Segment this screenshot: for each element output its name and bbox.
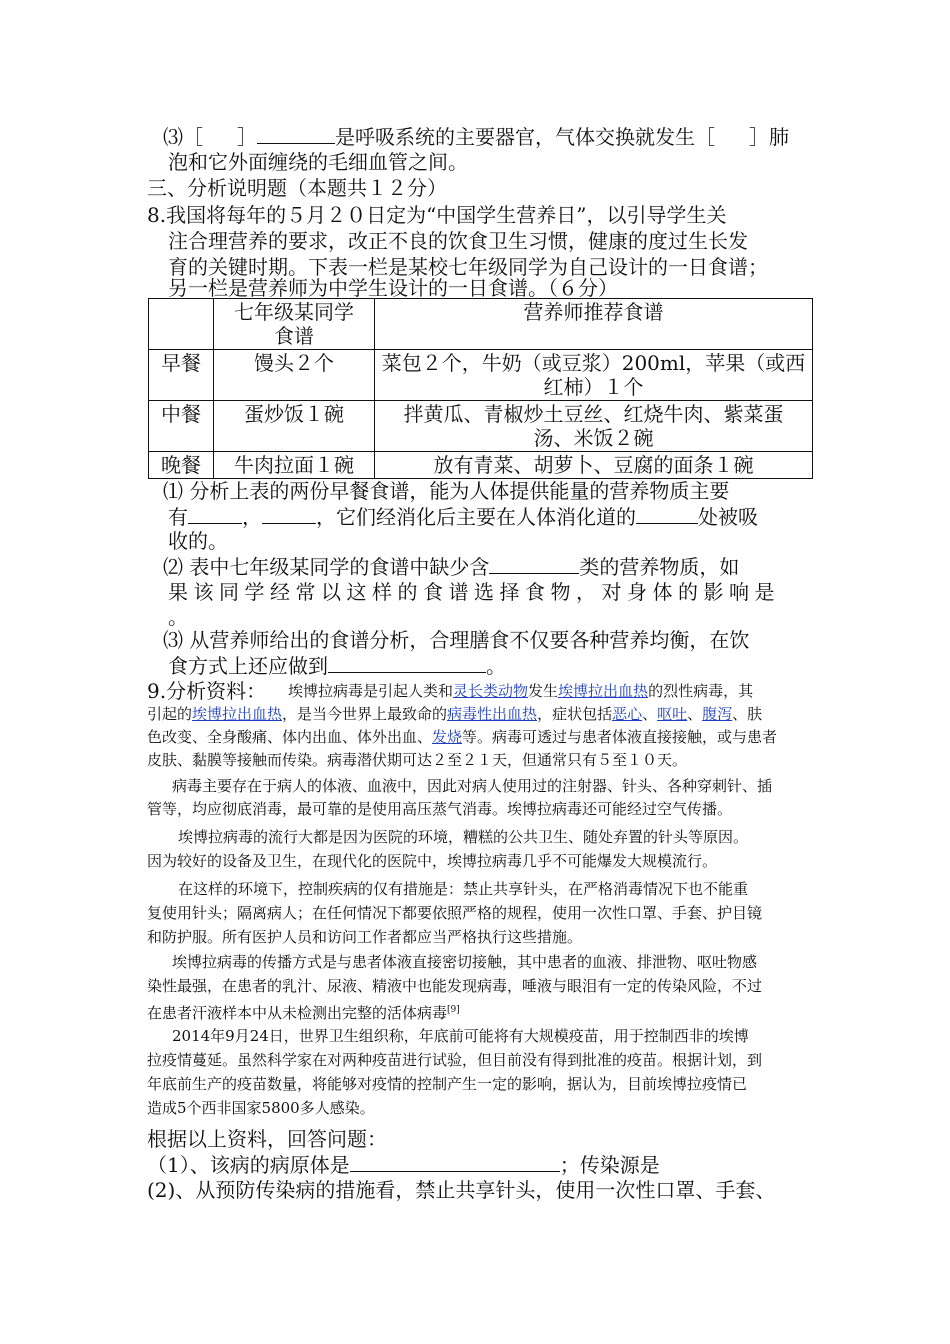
- meal-name: 早餐: [149, 350, 214, 401]
- q9-passage-line: 复使用针头；隔离病人；在任何情况下都要依照严格的规程，使用一次性口罩、手套、护目镜: [147, 904, 763, 922]
- q9-passage-line: 年底前生产的疫苗数量，将能够对疫情的控制产生一定的影响，据认为，目前埃博拉疫情已: [147, 1075, 748, 1093]
- q7-line-1: ⑶［ ］ 是呼吸系统的主要器官，气体交换就发生［ ］肺: [163, 125, 789, 149]
- link-fever[interactable]: 发烧: [432, 728, 463, 746]
- link-primates[interactable]: 灵长类动物: [453, 682, 529, 700]
- link-ebola-fever[interactable]: 埃博拉出血热: [192, 705, 283, 723]
- link-vomiting[interactable]: 呕吐: [657, 705, 688, 723]
- q8-sub1-line-2: 有 ， ，它们经消化后主要在人体消化道的 处被吸: [168, 505, 758, 529]
- q7-line-2: 泡和它外面缠绕的毛细血管之间。: [168, 150, 468, 174]
- q9-passage-line: 病毒主要存在于病人的体液、血液中，因此对病人使用过的注射器、针头、各种穿刺针、插: [172, 777, 773, 795]
- q8-sub1-line-1: ⑴ 分析上表的两份早餐食谱，能为人体提供能量的营养物质主要: [163, 479, 730, 503]
- meal-table: [148, 298, 813, 479]
- section-title: 三、分析说明题（本题共１２分）: [147, 176, 447, 200]
- q9-passage-line: 2014年9月24日，世界卫生组织称，年底前可能将有大规模疫苗，用于控制西非的埃博: [172, 1027, 749, 1045]
- table-header-student: 七年级某同学 食谱: [214, 299, 375, 350]
- q9-passage-line: 染性最强，在患者的乳汁、尿液、精液中也能发现病毒，唾液与眼泪有一定的传染风险，不过: [147, 977, 763, 995]
- q9-passage-line: 皮肤、黏膜等接触而传染。病毒潜伏期可达２至２１天，但通常只有５至１０天。: [147, 751, 688, 769]
- q8-sub1-line-3: 收的。: [168, 529, 228, 553]
- answer-blank[interactable]: [262, 503, 316, 524]
- reference-marker[interactable]: [9]: [447, 1005, 460, 1015]
- table-header-row: [149, 299, 813, 350]
- answer-blank[interactable]: [636, 503, 698, 524]
- q8-line-3: 育的关键时期。下表一栏是某校七年级同学为自己设计的一日食谱；: [168, 255, 768, 279]
- q9-sub1: （1）、该病的病原体是 ；传染源是: [147, 1153, 660, 1177]
- nutritionist-meal: 放有青菜、胡萝卜、豆腐的面条１碗: [375, 452, 813, 479]
- q9-label: 9.分析资料：: [147, 679, 267, 703]
- nutritionist-meal: 拌黄瓜、青椒炒土豆丝、红烧牛肉、紫菜蛋 汤、米饭２碗: [375, 401, 813, 452]
- answer-blank[interactable]: [350, 1151, 560, 1172]
- q9-sub2: (2)、从预防传染病的措施看，禁止共享针头，使用一次性口罩、手套、: [147, 1178, 776, 1202]
- meal-name: 中餐: [149, 401, 214, 452]
- table-cell: [149, 299, 214, 350]
- nutritionist-meal: 菜包２个，牛奶（或豆浆）200ml，苹果（或西 红柿）１个: [375, 350, 813, 401]
- student-meal: 牛肉拉面１碗: [214, 452, 375, 479]
- q9-passage-line: 在患者汗液样本中从未检测出完整的活体病毒[9]: [147, 1004, 460, 1022]
- table-header-nutritionist: 营养师推荐食谱: [375, 299, 813, 350]
- q8-sub3-line-2: 食方式上还应做到 。: [168, 654, 506, 678]
- q9-passage-line: 在这样的环境下，控制疾病的仅有措施是：禁止共享针头，在严格消毒情况下也不能重: [178, 880, 749, 898]
- q8-sub2-line-3: 。: [168, 605, 188, 629]
- q9-passage-line: 埃博拉病毒的流行大都是因为医院的环境，糟糕的公共卫生、随处弃置的针头等原因。: [178, 828, 749, 846]
- answer-blank[interactable]: [489, 553, 579, 574]
- q9-passage-line: 和防护服。所有医护人员和访问工作者都应当严格执行这些措施。: [147, 928, 583, 946]
- answer-blank[interactable]: [188, 503, 242, 524]
- q9-ask: 根据以上资料，回答问题：: [147, 1127, 387, 1151]
- q9-passage-line: 管等，均应彻底消毒，最可靠的是使用高压蒸气消毒。埃博拉病毒还可能经过空气传播。: [147, 800, 733, 818]
- answer-blank[interactable]: [328, 652, 486, 673]
- table-row: [149, 452, 813, 479]
- q9-passage-line: 造成5个西非国家5800多人感染。: [147, 1099, 375, 1117]
- table-row: [149, 350, 813, 401]
- link-nausea[interactable]: 恶心: [612, 705, 643, 723]
- q8-line-4: 另一栏是营养师为中学生设计的一日食谱。（６分）: [168, 276, 618, 300]
- answer-blank[interactable]: [257, 123, 335, 144]
- link-ebola-fever[interactable]: 埃博拉出血热: [558, 682, 649, 700]
- q8-sub2-line-1: ⑵ 表中七年级某同学的食谱中缺少含 类的营养物质，如: [163, 555, 740, 579]
- student-meal: 馒头２个: [214, 350, 375, 401]
- q9-passage-line: 埃博拉病毒的传播方式是与患者体液直接密切接触，其中患者的血液、排泄物、呕吐物感: [172, 953, 758, 971]
- table-row: [149, 401, 813, 452]
- q9-passage-line: 拉疫情蔓延。虽然科学家在对两种疫苗进行试验，但目前没有得到批准的疫苗。根据计划，到: [147, 1051, 763, 1069]
- q8-sub2-line-2: 果该同学经常以这样的食谱选择食物，对身体的影响是: [168, 580, 780, 604]
- link-viral-hemorrhagic-fever[interactable]: 病毒性出血热: [447, 705, 538, 723]
- meal-name: 晚餐: [149, 452, 214, 479]
- q9-passage-line: 因为较好的设备及卫生，在现代化的医院中，埃博拉病毒几乎不可能爆发大规模流行。: [147, 852, 718, 870]
- q8-sub3-line-1: ⑶ 从营养师给出的食谱分析，合理膳食不仅要各种营养均衡，在饮: [163, 628, 750, 652]
- q9-passage-line: 引起的埃博拉出血热，是当今世界上最致命的病毒性出血热，症状包括恶心、呕吐、腹泻、肤: [147, 705, 763, 723]
- student-meal: 蛋炒饭１碗: [214, 401, 375, 452]
- q8-line-1: 8.我国将每年的５月２０日定为“中国学生营养日”，以引导学生关: [147, 203, 727, 227]
- q9-passage-line: 色改变、全身酸痛、体内出血、体外出血、发烧等。病毒可透过与患者体液直接接触，或与患者: [147, 728, 778, 746]
- q8-line-2: 注合理营养的要求，改正不良的饮食卫生习惯，健康的度过生长发: [168, 229, 748, 253]
- link-diarrhea[interactable]: 腹泻: [702, 705, 733, 723]
- q9-passage-line: 埃博拉病毒是引起人类和灵长类动物发生埃博拉出血热的烈性病毒，其: [288, 682, 754, 700]
